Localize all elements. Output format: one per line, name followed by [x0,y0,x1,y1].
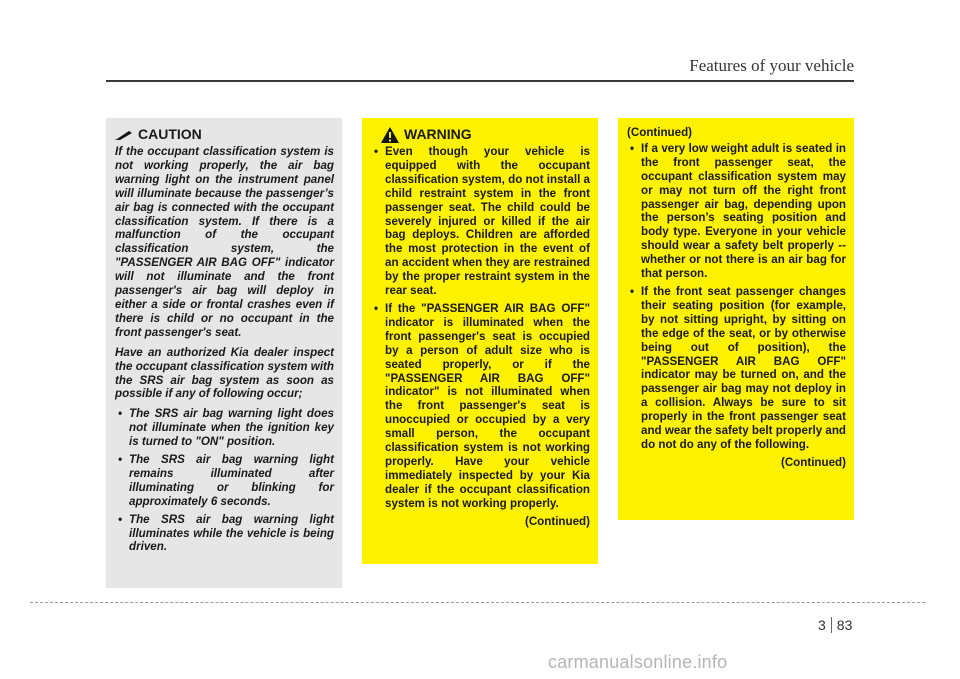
list-item: • If the front seat passenger changes their seating position (for example, by not sitting upright, by sitting on the edge of the seat, or by otherwise being out of position), the "PASSENGER AIR BAG OFF" indicator may be turned on, and the passenger air bag may not deploy in a collision. Always be sure to sit properly in the front passenger seat and wear the safety belt properly and do not do any of the following. [627,285,846,452]
list-item: • The SRS air bag warning light remains illuminated after illuminating or blinking for approximately 6 seconds. [115,453,334,509]
page-number-value: 83 [836,617,853,633]
chapter-number: 3 [818,617,826,633]
caution-paragraph: If the occupant classification system is not working properly, the air bag warning light on the instrument panel will illuminate because the passenger’s air bag is connected with the occupant classification system. If there is a malfunction of the occupant classification system, the "PASSENGER AIR BAG OFF" indicator will not illuminate and the front passenger's air bag will deploy in either a side or frontal crashes even if there is child or no occupant in the front passenger's seat. [115,145,334,339]
caution-list [115,407,334,554]
footer-rule [30,602,925,603]
list-item: • If the "PASSENGER AIR BAG OFF" indicator is illuminated when the front passenger's seat is occupied by a person of adult size who is seated properly, or if the "PASSENGER AIR BAG OFF" indicator" is not illuminated when the front passenger's seat is unoccupied or occupied by a very small person, the occupant classification system is not working properly. Have your vehicle immediately inspected by your Kia dealer if the occupant classification system is not working properly. [371,302,590,511]
watermark: carmanualsonline.info [548,652,728,672]
warning-title: WARNING [404,126,472,142]
list-item: • The SRS air bag warning light illuminates while the vehicle is being driven. [115,513,334,555]
warning-heading [381,126,590,143]
list-item: • If a very low weight adult is seated in the front passenger seat, the occupant classification system may or may not turn off the right front passenger air bag, depending upon the person’s seating position and body type. Everyone in your vehicle should wear a safety belt properly -- whether or not there is an air bag for that person. [627,142,846,281]
header-rule [106,80,854,82]
page-number [818,617,852,633]
caution-paragraph: Have an authorized Kia dealer inspect the occupant classification system with the SRS air bag system as soon as possible if any of following occur; [115,345,334,401]
pencil-icon [115,130,133,140]
continued-label: (Continued) [524,514,590,528]
list-item: • Even though your vehicle is equipped with the occupant classification system, do not install a child restraint system in the front passenger seat. The child could be severely injured or killed if the air bag deploys. Children are afforded the most protection in the event of an accident when they are restrained by the proper restraint system in the rear seat. [371,145,590,298]
warning-list [371,145,590,511]
continued-label: (Continued) [627,126,693,139]
caution-heading [115,126,334,143]
continued-label: (Continued) [780,455,846,469]
continuation-list [627,142,846,452]
list-item: • The SRS air bag warning light does not illuminate when the ignition key is turned to "ON" position. [115,407,334,449]
caution-box [106,118,342,588]
warning-triangle-icon [381,127,399,143]
header-title: Features of your vehicle [689,56,854,75]
warning-box [362,118,598,564]
warning-continuation-box [618,118,854,520]
caution-title: CAUTION [138,126,202,142]
page-separator [831,617,832,633]
